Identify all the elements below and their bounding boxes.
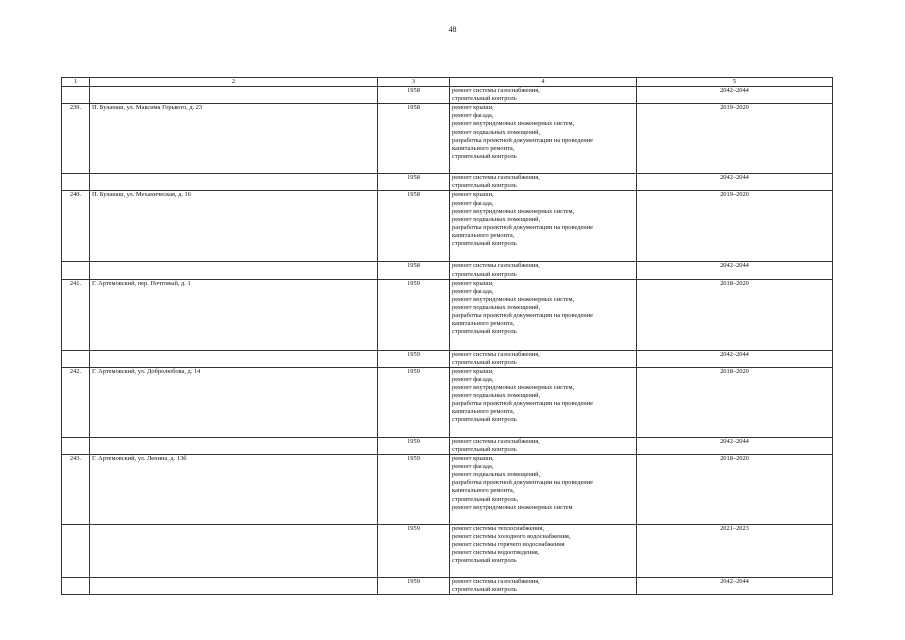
column-header: 1 — [62, 78, 90, 87]
work-item: ремонт внутридомовых инженерных систем, — [452, 384, 575, 392]
work-item: строительный контроль — [452, 445, 517, 453]
address-cell — [90, 174, 378, 191]
row-number-cell: 240. — [62, 191, 90, 262]
year-cell: 1959 — [378, 279, 450, 350]
work-item: ремонт системы газоснабжения, — [452, 578, 540, 586]
period-cell: 2019–2020 — [637, 104, 833, 174]
work-item: ремонт внутридомовых инженерных систем, — [452, 295, 575, 303]
table-row — [62, 578, 833, 595]
work-item: ремонт подвальных помещений, — [452, 303, 541, 311]
year-cell: 1958 — [378, 104, 450, 174]
period-cell: 2018–2020 — [637, 455, 833, 525]
period-cell: 2042–2044 — [637, 578, 833, 595]
work-item: ремонт подвальных помещений, — [452, 215, 541, 223]
work-item: капитального ремонта, — [452, 144, 515, 152]
work-item: строительный контроль — [452, 358, 517, 366]
period-cell: 2042–2044 — [637, 262, 833, 279]
row-number-cell — [62, 87, 90, 104]
work-item: строительный контроль, — [452, 495, 519, 503]
address-cell: П. Буланаш, ул. Максима Горького, д. 23 — [90, 104, 378, 174]
year-cell: 1959 — [378, 437, 450, 454]
work-item: ремонт фасада, — [452, 375, 494, 383]
table-row — [62, 437, 833, 454]
work-item: ремонт фасада, — [452, 199, 494, 207]
row-number-cell — [62, 262, 90, 279]
works-cell — [450, 455, 637, 525]
year-cell: 1958 — [378, 262, 450, 279]
works-cell — [450, 525, 637, 578]
works-cell — [450, 87, 637, 104]
work-item: ремонт внутридомовых инженерных систем — [452, 503, 573, 511]
period-cell: 2042–2044 — [637, 350, 833, 367]
work-item: разработка проектной документации на проведение — [452, 136, 593, 144]
table-row — [62, 191, 833, 262]
works-cell — [450, 262, 637, 279]
table-row — [62, 262, 833, 279]
page-number: 48 — [448, 25, 457, 34]
address-cell — [90, 350, 378, 367]
work-item: ремонт крыши, — [452, 104, 494, 112]
period-cell: 2018–2020 — [637, 367, 833, 437]
year-cell: 1959 — [378, 455, 450, 525]
work-item: разработка проектной документации на проведение — [452, 312, 593, 320]
work-item: ремонт крыши, — [452, 279, 494, 287]
work-item: ремонт системы газоснабжения, — [452, 437, 540, 445]
table-row — [62, 525, 833, 578]
period-cell: 2042–2044 — [637, 437, 833, 454]
table-row — [62, 87, 833, 104]
works-cell — [450, 367, 637, 437]
works-cell — [450, 437, 637, 454]
row-number-cell — [62, 174, 90, 191]
work-item: ремонт фасада, — [452, 112, 494, 120]
work-item: ремонт внутридомовых инженерных систем, — [452, 207, 575, 215]
year-cell: 1958 — [378, 174, 450, 191]
work-item: ремонт системы водоотведения, — [452, 549, 540, 557]
column-header: 3 — [378, 78, 450, 87]
work-item: строительный контроль — [452, 557, 517, 565]
works-cell — [450, 350, 637, 367]
row-number-cell: 241. — [62, 279, 90, 350]
address-cell: Г. Артемовский, ул. Добролюбова, д. 14 — [90, 367, 378, 437]
table-row — [62, 350, 833, 367]
work-item: строительный контроль — [452, 152, 517, 160]
column-header: 2 — [90, 78, 378, 87]
row-number-cell: 243. — [62, 455, 90, 525]
address-cell: П. Буланаш, ул. Механическая, д. 16 — [90, 191, 378, 262]
work-item: строительный контроль — [452, 328, 517, 336]
work-item: ремонт крыши, — [452, 367, 494, 375]
table-row — [62, 279, 833, 350]
work-item: ремонт фасада, — [452, 287, 494, 295]
works-cell — [450, 279, 637, 350]
period-cell: 2019–2020 — [637, 191, 833, 262]
works-cell — [450, 191, 637, 262]
period-cell: 2042–2044 — [637, 87, 833, 104]
year-cell: 1959 — [378, 578, 450, 595]
address-cell — [90, 437, 378, 454]
work-item: строительный контроль — [452, 95, 517, 103]
work-item: ремонт системы теплоснабжения, — [452, 525, 545, 533]
work-item: ремонт системы газоснабжения, — [452, 350, 540, 358]
work-item: ремонт системы газоснабжения, — [452, 87, 540, 95]
work-item: строительный контроль — [452, 586, 517, 594]
address-cell — [90, 87, 378, 104]
row-number-cell — [62, 350, 90, 367]
row-number-cell: 242. — [62, 367, 90, 437]
row-number-cell: 239. — [62, 104, 90, 174]
year-cell: 1958 — [378, 191, 450, 262]
work-item: ремонт системы газоснабжения, — [452, 174, 540, 182]
address-cell — [90, 578, 378, 595]
work-item: ремонт фасада, — [452, 463, 494, 471]
year-cell: 1959 — [378, 367, 450, 437]
work-item: ремонт системы газоснабжения, — [452, 262, 540, 270]
work-item: ремонт системы горячего водоснабжения — [452, 541, 565, 549]
row-number-cell — [62, 525, 90, 578]
table-row — [62, 174, 833, 191]
works-cell — [450, 174, 637, 191]
work-item: капитального ремонта, — [452, 231, 515, 239]
work-item: капитального ремонта, — [452, 408, 515, 416]
work-item: ремонт крыши, — [452, 455, 494, 463]
work-item: ремонт внутридомовых инженерных систем, — [452, 120, 575, 128]
year-cell: 1958 — [378, 87, 450, 104]
work-item: ремонт системы холодного водоснабжения, — [452, 533, 571, 541]
address-cell — [90, 262, 378, 279]
period-cell: 2042–2044 — [637, 174, 833, 191]
table-row — [62, 367, 833, 437]
address-cell: Г. Артемовский, пер. Почтовый, д. 1 — [90, 279, 378, 350]
year-cell: 1959 — [378, 525, 450, 578]
period-cell: 2018–2020 — [637, 279, 833, 350]
work-item: ремонт подвальных помещений, — [452, 128, 541, 136]
table-row — [62, 104, 833, 174]
column-header: 4 — [450, 78, 637, 87]
row-number-cell — [62, 578, 90, 595]
work-item: строительный контроль — [452, 416, 517, 424]
repair-schedule-table — [61, 77, 833, 595]
work-item: строительный контроль — [452, 240, 517, 248]
work-item: ремонт подвальных помещений, — [452, 471, 541, 479]
address-cell — [90, 525, 378, 578]
column-header: 5 — [637, 78, 833, 87]
work-item: разработка проектной документации на проведение — [452, 479, 593, 487]
row-number-cell — [62, 437, 90, 454]
address-cell: Г. Артемовский, ул. Ленина, д. 13б — [90, 455, 378, 525]
work-item: капитального ремонта, — [452, 487, 515, 495]
work-item: разработка проектной документации на проведение — [452, 400, 593, 408]
table-header-row — [62, 78, 833, 87]
work-item: ремонт подвальных помещений, — [452, 392, 541, 400]
work-item: строительный контроль — [452, 270, 517, 278]
year-cell: 1959 — [378, 350, 450, 367]
period-cell: 2021–2023 — [637, 525, 833, 578]
works-cell — [450, 104, 637, 174]
work-item: капитального ремонта, — [452, 320, 515, 328]
works-cell — [450, 578, 637, 595]
work-item: разработка проектной документации на проведение — [452, 223, 593, 231]
table-row — [62, 455, 833, 525]
work-item: строительный контроль — [452, 182, 517, 190]
work-item: ремонт крыши, — [452, 191, 494, 199]
